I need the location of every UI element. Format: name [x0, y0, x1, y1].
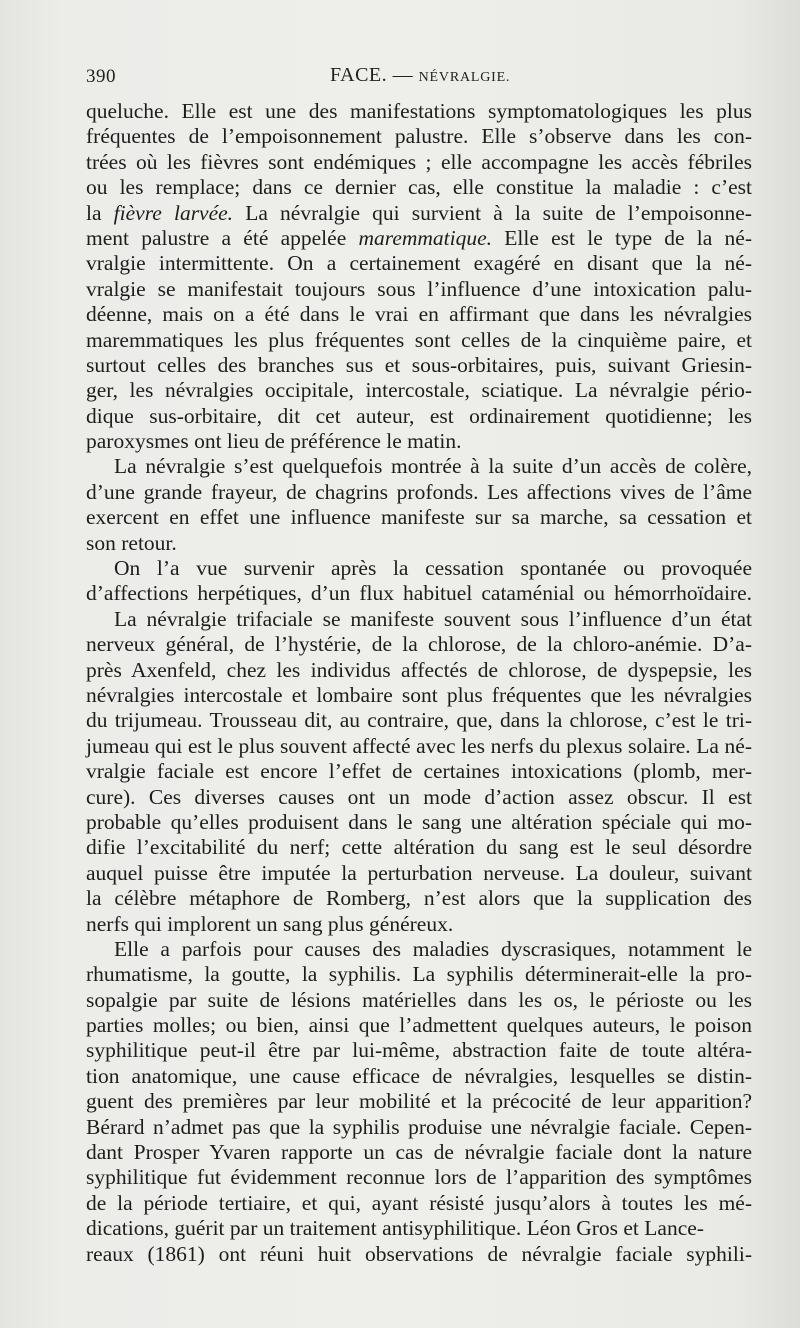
text-line [86, 1064, 752, 1089]
text-line [86, 124, 752, 149]
italic-term: fièvre larvée. [113, 200, 234, 225]
text-line [86, 429, 752, 454]
text-line [86, 785, 752, 810]
text-run: du trijumeau. Trousseau dit, au contraire, que, dans la chlorose, c’est le tri- [86, 708, 752, 733]
text-line [86, 886, 752, 911]
text-run: Elle a parfois pour causes des maladies dyscrasiques, notamment le [114, 936, 752, 961]
text-line [86, 251, 752, 276]
text-run: La névralgie s’est quelquefois montrée à la suite d’un accès de colère, [114, 454, 752, 479]
text-line [86, 937, 752, 962]
text-run: nerveux général, de l’hystérie, de la chlorose, de la chloro-anémie. D’a- [86, 632, 752, 657]
text-line [86, 1191, 752, 1216]
text-run: cure). Ces diverses causes ont un mode d’action assez obscur. Il est [86, 784, 752, 809]
text-run: parties molles; ou bien, ainsi que l’admettent quelques auteurs, le poison [86, 1013, 752, 1038]
text-line [86, 531, 752, 556]
text-run: névralgies intercostale et lombaire sont plus fréquentes que les névralgies [86, 682, 752, 707]
text-line [86, 454, 752, 479]
text-line [86, 734, 752, 759]
text-run: vralgie faciale est encore l’effet de certaines intoxications (plomb, mer- [86, 759, 752, 784]
text-run: vralgie intermittente. On a certainement exagéré en disant que la né- [86, 251, 752, 276]
text-run: syphilitique peut-il être par lui-même, abstraction faite de toute altéra- [86, 1038, 752, 1063]
text-run: ou les remplace; dans ce dernier cas, elle constitue la maladie : c’est [86, 175, 752, 200]
text-run: de la période tertiaire, et qui, ayant résisté jusqu’alors à toutes les mé- [86, 1190, 752, 1215]
text-run: La névralgie trifaciale se manifeste souvent sous l’influence d’un état [114, 606, 752, 631]
text-line [86, 912, 752, 937]
text-line [86, 175, 752, 200]
text-line [86, 1140, 752, 1165]
text-run: Bérard n’admet pas que la syphilis produise une névralgie faciale. Cepen- [86, 1114, 752, 1139]
text-run: son retour. [86, 530, 177, 555]
text-run: La névralgie qui survient à la suite de l’empoisonne- [233, 200, 752, 225]
text-line [86, 277, 752, 302]
text-line [86, 150, 752, 175]
text-run: vralgie se manifestait toujours sous l’influence d’une intoxication palu- [86, 276, 752, 301]
text-line [86, 404, 752, 429]
text-line [86, 581, 752, 606]
text-line [86, 378, 752, 403]
text-line [86, 810, 752, 835]
running-head [330, 64, 510, 87]
page-header [86, 62, 766, 88]
text-line [86, 1216, 752, 1241]
text-run: déenne, mais on a été dans le vrai en affirmant que dans les névralgies [86, 302, 752, 327]
text-run: ment palustre a été appelée [86, 225, 359, 250]
text-line [86, 759, 752, 784]
text-line [86, 556, 752, 581]
text-run: dique sus-orbitaire, dit cet auteur, est ordinairement quotidienne; les [86, 403, 752, 428]
text-line [86, 201, 752, 226]
text-line [86, 1115, 752, 1140]
text-line [86, 1242, 752, 1267]
text-run: sopalgie par suite de lésions matérielles dans les os, le périoste ou les [86, 987, 752, 1012]
text-line [86, 861, 752, 886]
text-run: rhumatisme, la goutte, la syphilis. La syphilis déterminerait-elle la pro- [86, 962, 752, 987]
text-run: reaux (1861) ont réuni huit observations de névralgie faciale syphili- [86, 1241, 752, 1266]
text-line [86, 658, 752, 683]
page-number: 390 [86, 66, 116, 87]
text-line [86, 607, 752, 632]
text-line [86, 1038, 752, 1063]
text-run: dications, guérit par un traitement antisyphilitique. Léon Gros et Lance- [86, 1216, 704, 1241]
text-run: nerfs qui implorent un sang plus généreux. [86, 911, 454, 936]
text-line [86, 328, 752, 353]
text-line [86, 226, 752, 251]
text-run: maremmatiques les plus fréquentes sont celles de la cinquième paire, et [86, 327, 752, 352]
text-run: dant Prosper Yvaren rapporte un cas de névralgie faciale dont la nature [86, 1140, 752, 1165]
text-line [86, 632, 752, 657]
body-text [86, 99, 752, 1267]
text-line [86, 302, 752, 327]
text-line [86, 99, 752, 124]
text-run: queluche. Elle est une des manifestations symptomatologiques les plus [86, 99, 752, 123]
text-run: d’affections herpétiques, d’un flux habituel cataménial ou hémorrhoïdaire. [86, 581, 752, 606]
text-run: auquel puisse être imputée la perturbation nerveuse. La douleur, suivant [86, 860, 752, 885]
text-run: syphilitique fut évidemment reconnue lors de l’apparition des symptômes [86, 1165, 752, 1190]
text-run: probable qu’elles produisent dans le sang une altération spéciale qui mo- [86, 809, 752, 834]
text-line [86, 1013, 752, 1038]
text-line [86, 505, 752, 530]
text-run: paroxysmes ont lieu de préférence le matin. [86, 429, 462, 454]
text-run: Elle est le type de la né- [492, 225, 752, 250]
text-run: On l’a vue survenir après la cessation spontanée ou provoquée [114, 556, 752, 581]
text-run: tion anatomique, une cause efficace de névralgies, lesquelles se distin- [86, 1063, 752, 1088]
text-line [86, 1165, 752, 1190]
text-line [86, 988, 752, 1013]
text-run: ger, les névralgies occipitale, intercostale, sciatique. La névralgie pério- [86, 378, 752, 403]
running-head-subtitle: NÉVRALGIE. [418, 70, 511, 85]
text-line [86, 480, 752, 505]
text-run: d’une grande frayeur, de chagrins profonds. Les affections vives de l’âme [86, 479, 752, 504]
text-line [86, 353, 752, 378]
text-run: exercent en effet une influence manifeste sur sa marche, sa cessation et [86, 505, 752, 530]
italic-term: maremmatique. [358, 225, 493, 250]
text-run: près Axenfeld, chez les individus affectés de chlorose, de dyspepsie, les [86, 657, 752, 682]
text-run: la célèbre métaphore de Romberg, n’est alors que la supplication des [86, 886, 752, 911]
text-line [86, 708, 752, 733]
text-line [86, 1089, 752, 1114]
text-line [86, 835, 752, 860]
text-run: fréquentes de l’empoisonnement palustre. Elle s’observe dans les con- [86, 124, 752, 149]
text-line [86, 962, 752, 987]
text-run: difie l’excitabilité du nerf; cette altération du sang est le seul désordre [86, 835, 752, 860]
text-run: guent des premières par leur mobilité et la précocité de leur apparition? [86, 1089, 752, 1114]
text-line [86, 683, 752, 708]
text-run: surtout celles des branches sus et sous-orbitaires, puis, suivant Griesin- [86, 352, 752, 377]
text-run: jumeau qui est le plus souvent affecté avec les nerfs du plexus solaire. La né- [86, 733, 752, 758]
text-run: la [86, 200, 114, 225]
text-run: trées où les fièvres sont endémiques ; elle accompagne les accès fébriles [86, 149, 752, 174]
running-head-title: FACE. — [330, 64, 414, 86]
